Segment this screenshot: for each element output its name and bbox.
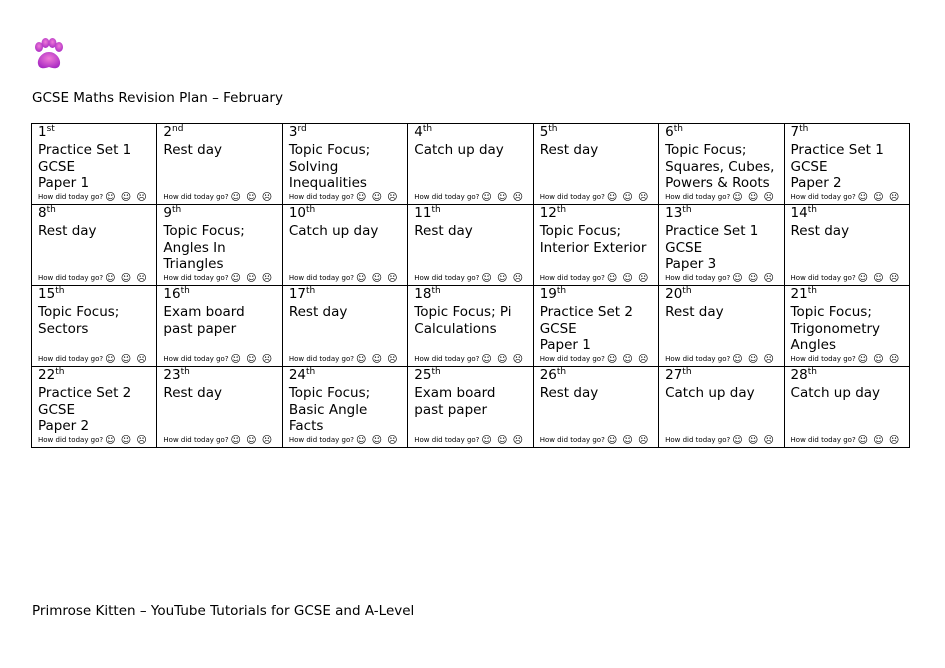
day-activity [289,223,407,240]
rating-prompt-text: How did today go? [414,355,480,363]
day-ordinal-suffix: th [180,367,190,377]
activity-line: Paper 2 [38,418,90,435]
calendar-week-row [32,286,910,367]
day-rating-prompt [163,192,273,203]
rating-faces-icon[interactable]: ☺ ☺ ☹ [857,273,901,284]
page-title: GCSE Maths Revision Plan – February [32,90,283,106]
day-number-value: 25 [414,367,432,383]
day-number-value: 10 [288,205,307,221]
activity-line: Angles In [163,239,226,256]
day-number-value: 17 [288,286,307,302]
activity-line: Solving [288,158,339,175]
day-number [540,125,658,142]
revision-calendar [31,123,910,448]
day-activity [289,385,407,435]
day-ordinal-suffix: th [172,205,182,215]
rating-faces-icon[interactable]: ☺ ☺ ☹ [481,435,525,446]
day-activity [665,142,783,192]
rating-prompt-text: How did today go? [539,274,605,282]
day-ordinal-suffix: rd [297,124,307,134]
day-number-value: 21 [790,286,808,302]
day-rating-prompt [540,354,650,365]
activity-line: GCSE [38,158,75,175]
rating-prompt-text: How did today go? [38,355,104,363]
day-ordinal-suffix: th [556,205,567,215]
day-activity [665,385,783,402]
day-rating-prompt [38,354,148,365]
rating-faces-icon[interactable]: ☺ ☺ ☹ [857,435,901,446]
day-activity [414,223,532,240]
day-number-value: 20 [665,286,683,302]
day-ordinal-suffix: nd [172,124,184,134]
day-rating-prompt [665,192,775,203]
activity-line: Topic Focus; [665,142,747,158]
rating-faces-icon[interactable]: ☺ ☺ ☹ [230,192,274,203]
day-number-value: 15 [38,286,56,302]
day-number-value: 1 [38,124,47,140]
activity-line: Practice Set 1 [790,142,884,158]
calendar-day-cell [784,205,909,286]
rating-faces-icon[interactable]: ☺ ☺ ☹ [355,435,399,446]
day-activity [540,142,658,159]
rating-faces-icon[interactable]: ☺ ☺ ☹ [857,354,901,365]
activity-line: Topic Focus; [163,223,245,239]
activity-line: Triangles [163,256,224,273]
rating-faces-icon[interactable]: ☺ ☺ ☹ [230,354,274,365]
calendar-day-cell [533,124,658,205]
activity-line: Rest day [414,223,473,239]
calendar-day-cell [32,124,157,205]
day-activity [38,385,156,435]
day-ordinal-suffix: th [306,286,316,296]
day-number-value: 16 [163,286,181,302]
day-number-value: 22 [38,367,56,383]
day-number-value: 8 [38,205,47,221]
day-number [38,368,156,385]
day-number [540,368,658,385]
calendar-day-cell [784,286,909,367]
day-number [289,206,407,223]
activity-line: Powers & Roots [665,175,770,192]
activity-line: Catch up day [288,223,379,239]
calendar-day-cell [659,367,784,448]
calendar-day-cell [157,367,282,448]
rating-prompt-text: How did today go? [790,193,856,201]
day-rating-prompt [289,273,399,284]
calendar-day-cell [784,367,909,448]
day-rating-prompt [791,273,901,284]
day-activity [414,385,532,418]
day-activity [791,142,909,192]
day-number-value: 3 [288,124,298,140]
rating-prompt-text: How did today go? [414,274,480,282]
rating-faces-icon[interactable]: ☺ ☺ ☹ [355,273,399,284]
day-ordinal-suffix: th [807,205,817,215]
day-activity [163,142,281,159]
day-ordinal-suffix: th [799,124,809,134]
day-number-value: 14 [790,205,808,221]
calendar-day-cell [282,367,407,448]
day-activity [791,385,909,402]
day-activity [38,304,156,337]
calendar-day-cell [32,286,157,367]
day-ordinal-suffix: st [46,124,55,134]
activity-line: Rest day [163,142,222,158]
day-number [791,125,909,142]
day-activity [163,304,281,337]
activity-line: Rest day [665,304,724,320]
activity-line: Basic Angle [288,401,368,418]
day-number [414,368,532,385]
activity-line: Sectors [38,320,89,337]
day-number-value: 5 [539,124,549,140]
day-activity [540,223,658,256]
activity-line: Topic Focus; Pi [414,304,512,320]
day-rating-prompt [540,192,650,203]
day-number [665,125,783,142]
day-rating-prompt [414,192,524,203]
day-rating-prompt [163,273,273,284]
rating-faces-icon[interactable]: ☺ ☺ ☹ [481,354,525,365]
rating-faces-icon[interactable]: ☺ ☺ ☹ [732,354,775,365]
day-activity [38,142,156,192]
rating-faces-icon[interactable]: ☺ ☺ ☹ [355,192,399,203]
calendar-day-cell [659,124,784,205]
day-number [791,368,909,385]
day-number [289,287,407,304]
rating-prompt-text: How did today go? [665,193,731,201]
activity-line: past paper [163,320,237,337]
day-rating-prompt [540,435,650,446]
day-activity [38,223,156,240]
day-rating-prompt [38,192,148,203]
day-ordinal-suffix: th [673,124,683,134]
activity-line: Catch up day [665,385,755,401]
activity-line: past paper [414,401,487,418]
day-number-value: 18 [414,286,432,302]
calendar-day-cell [533,286,658,367]
day-ordinal-suffix: th [682,367,692,377]
rating-prompt-text: How did today go? [539,193,605,201]
rating-faces-icon[interactable]: ☺ ☺ ☹ [230,273,274,284]
activity-line: Rest day [539,385,599,401]
activity-line: Practice Set 1 [665,223,759,239]
day-rating-prompt [791,192,901,203]
day-rating-prompt [289,192,399,203]
day-number [163,287,281,304]
activity-line: GCSE [539,320,577,337]
rating-faces-icon[interactable]: ☺ ☺ ☹ [481,192,525,203]
calendar-day-cell [282,205,407,286]
day-rating-prompt [414,273,524,284]
day-number [665,287,783,304]
rating-prompt-text: How did today go? [163,274,229,282]
rating-faces-icon[interactable]: ☺ ☺ ☹ [105,273,148,284]
activity-line: Trigonometry [790,320,881,337]
day-number [289,368,407,385]
day-ordinal-suffix: th [180,286,190,296]
rating-prompt-text: How did today go? [288,274,354,282]
rating-prompt-text: How did today go? [665,355,731,363]
rating-prompt-text: How did today go? [163,193,229,201]
activity-line: Topic Focus; [288,385,371,401]
day-rating-prompt [665,435,775,446]
day-number-value: 2 [163,124,173,140]
activity-line: Interior Exterior [539,239,647,256]
rating-faces-icon[interactable]: ☺ ☺ ☹ [105,192,148,203]
day-number [540,206,658,223]
page-footer: Primrose Kitten – YouTube Tutorials for GCSE and A-Level [32,603,415,619]
rating-faces-icon[interactable]: ☺ ☺ ☹ [481,273,525,284]
calendar-day-cell [408,367,533,448]
rating-prompt-text: How did today go? [414,193,480,201]
day-number-value: 9 [163,205,173,221]
rating-prompt-text: How did today go? [38,193,104,201]
day-rating-prompt [791,435,901,446]
rating-faces-icon[interactable]: ☺ ☺ ☹ [857,192,901,203]
day-number-value: 19 [539,286,557,302]
day-number [38,287,156,304]
activity-line: Catch up day [414,142,504,158]
day-number [414,125,532,142]
activity-line: Facts [288,418,324,435]
day-rating-prompt [414,435,524,446]
activity-line: Paper 3 [665,256,717,273]
day-activity [414,304,532,337]
rating-prompt-text: How did today go? [163,355,229,363]
day-activity [665,304,783,321]
rating-faces-icon[interactable]: ☺ ☺ ☹ [606,354,650,365]
calendar-week-row [32,367,910,448]
day-number [540,287,658,304]
day-activity [540,385,658,402]
rating-prompt-text: How did today go? [288,436,354,444]
day-activity [163,385,281,402]
day-number-value: 13 [665,205,683,221]
day-number [791,206,909,223]
day-number [163,125,281,142]
day-ordinal-suffix: th [306,367,316,377]
day-number-value: 6 [665,124,674,140]
activity-line: Topic Focus; [38,304,120,320]
calendar-day-cell [157,124,282,205]
day-rating-prompt [38,273,148,284]
calendar-day-cell [408,286,533,367]
day-ordinal-suffix: th [431,205,441,215]
day-rating-prompt [289,435,399,446]
activity-line: Practice Set 1 [38,142,132,158]
day-number-value: 4 [414,124,423,140]
activity-line: GCSE [665,239,703,256]
activity-line: Practice Set 2 [38,385,132,401]
activity-line: Paper 1 [539,337,591,354]
rating-faces-icon[interactable]: ☺ ☺ ☹ [606,435,650,446]
calendar-day-cell [408,205,533,286]
day-number-value: 23 [163,367,181,383]
day-number [289,125,407,142]
activity-line: Rest day [38,223,97,239]
day-ordinal-suffix: th [556,286,567,296]
activity-line: Rest day [539,142,599,158]
activity-line: Rest day [790,223,850,239]
activity-line: GCSE [790,158,828,175]
day-activity [540,304,658,354]
rating-prompt-text: How did today go? [414,436,480,444]
day-number-value: 28 [790,367,808,383]
day-number-value: 7 [790,124,800,140]
activity-line: Calculations [414,320,497,337]
day-ordinal-suffix: th [306,205,316,215]
activity-line: Topic Focus; [790,304,872,320]
rating-faces-icon[interactable]: ☺ ☺ ☹ [606,192,650,203]
day-activity [289,304,407,321]
day-rating-prompt [665,273,775,284]
day-number-value: 12 [539,205,557,221]
day-number [163,206,281,223]
day-rating-prompt [163,435,273,446]
day-activity [163,223,281,273]
day-number [665,206,783,223]
day-ordinal-suffix: th [548,124,558,134]
calendar-day-cell [157,205,282,286]
calendar-week-row [32,205,910,286]
activity-line: GCSE [38,401,75,418]
day-ordinal-suffix: th [682,205,692,215]
rating-faces-icon[interactable]: ☺ ☺ ☹ [606,273,650,284]
calendar-day-cell [408,124,533,205]
calendar-day-cell [32,367,157,448]
day-number [163,368,281,385]
activity-line: Rest day [163,385,222,401]
activity-line: Topic Focus; [288,142,371,158]
day-activity [665,223,783,273]
rating-prompt-text: How did today go? [665,274,731,282]
day-ordinal-suffix: th [422,124,433,134]
rating-prompt-text: How did today go? [539,436,605,444]
day-activity [414,142,532,159]
rating-prompt-text: How did today go? [288,193,354,201]
rating-faces-icon[interactable]: ☺ ☺ ☹ [732,192,775,203]
day-number-value: 24 [288,367,307,383]
rating-prompt-text: How did today go? [665,436,731,444]
rating-prompt-text: How did today go? [163,436,229,444]
day-ordinal-suffix: th [682,286,692,296]
day-number [791,287,909,304]
activity-line: Practice Set 2 [539,304,633,320]
calendar-day-cell [282,124,407,205]
activity-line: Exam board [163,304,245,320]
day-ordinal-suffix: th [431,286,441,296]
day-ordinal-suffix: th [556,367,567,377]
rating-faces-icon[interactable]: ☺ ☺ ☹ [105,354,148,365]
day-activity [791,304,909,354]
day-activity [791,223,909,240]
rating-faces-icon[interactable]: ☺ ☺ ☹ [732,273,775,284]
calendar-day-cell [533,367,658,448]
day-activity [289,142,407,192]
rating-prompt-text: How did today go? [288,355,354,363]
calendar-day-cell [157,286,282,367]
rating-prompt-text: How did today go? [790,274,856,282]
day-rating-prompt [38,435,148,446]
rating-prompt-text: How did today go? [790,436,856,444]
activity-line: Catch up day [790,385,881,401]
rating-faces-icon[interactable]: ☺ ☺ ☹ [230,435,274,446]
day-number [665,368,783,385]
calendar-day-cell [533,205,658,286]
calendar-day-cell [282,286,407,367]
calendar-day-cell [659,286,784,367]
day-number-value: 27 [665,367,683,383]
calendar-day-cell [784,124,909,205]
day-ordinal-suffix: th [807,367,817,377]
activity-line: Topic Focus; [539,223,622,239]
rating-faces-icon[interactable]: ☺ ☺ ☹ [105,435,148,446]
calendar-day-cell [659,205,784,286]
day-number-value: 26 [539,367,557,383]
activity-line: Rest day [288,304,348,320]
day-number [38,206,156,223]
day-number [38,125,156,142]
day-number [414,206,532,223]
day-rating-prompt [414,354,524,365]
day-ordinal-suffix: th [807,286,817,296]
day-ordinal-suffix: th [431,367,441,377]
day-ordinal-suffix: th [46,205,56,215]
day-rating-prompt [791,354,901,365]
activity-line: Angles [790,337,836,354]
day-number-value: 11 [414,205,432,221]
rating-prompt-text: How did today go? [38,274,104,282]
calendar-week-row [32,124,910,205]
rating-prompt-text: How did today go? [38,436,104,444]
day-ordinal-suffix: th [55,367,65,377]
rating-prompt-text: How did today go? [539,355,605,363]
activity-line: Paper 1 [38,175,90,192]
rating-faces-icon[interactable]: ☺ ☺ ☹ [355,354,399,365]
paw-logo-icon [32,38,64,72]
day-ordinal-suffix: th [55,286,65,296]
activity-line: Paper 2 [790,175,842,192]
day-rating-prompt [163,354,273,365]
day-rating-prompt [540,273,650,284]
calendar-day-cell [32,205,157,286]
activity-line: Squares, Cubes, [665,158,775,175]
day-rating-prompt [665,354,775,365]
activity-line: Inequalities [288,175,367,192]
day-number [414,287,532,304]
activity-line: Exam board [414,385,496,401]
day-rating-prompt [289,354,399,365]
rating-faces-icon[interactable]: ☺ ☺ ☹ [732,435,775,446]
rating-prompt-text: How did today go? [790,355,856,363]
